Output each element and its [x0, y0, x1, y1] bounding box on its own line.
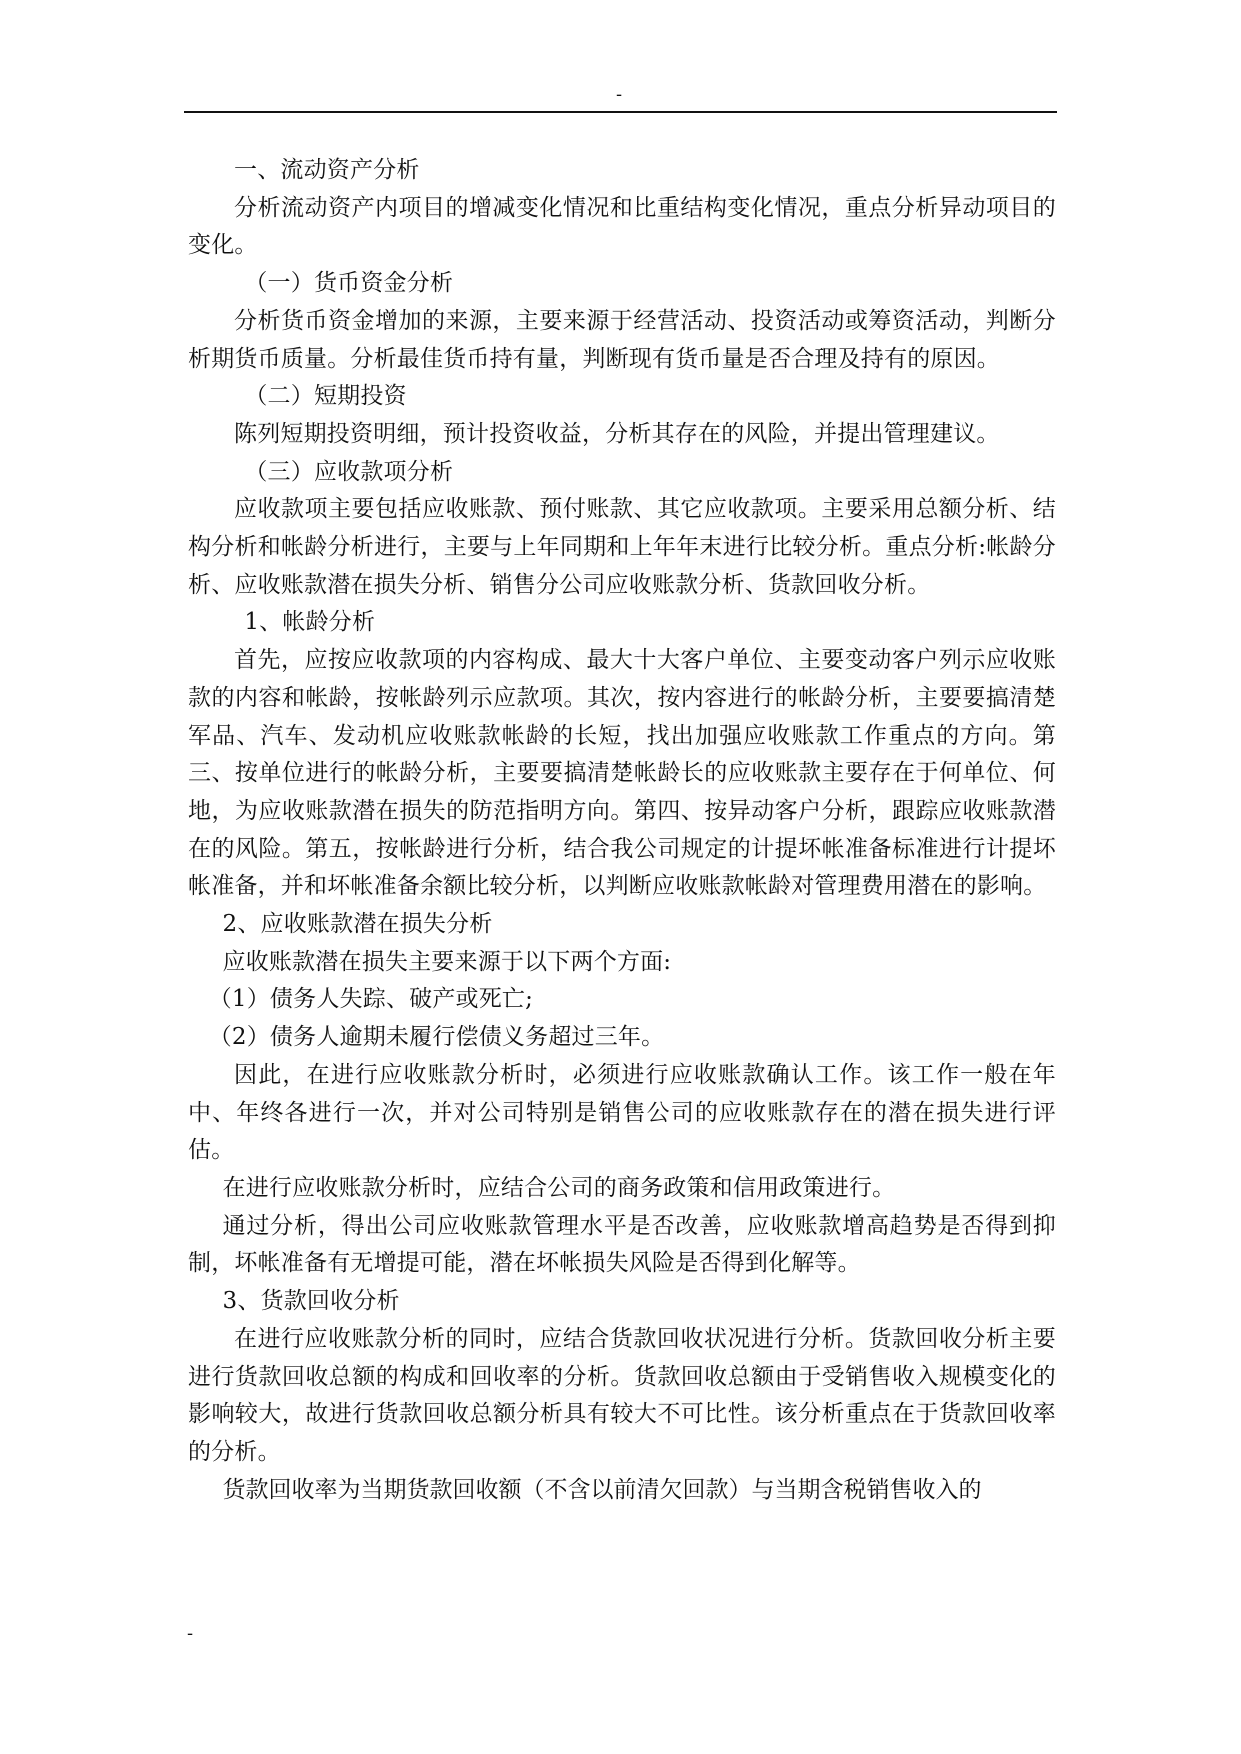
- paragraph-potential-loss-sources: 应收账款潜在损失主要来源于以下两个方面:: [222, 948, 672, 975]
- paragraph-confirmation-work: 因此，在进行应收账款分析时，必须进行应收账款确认工作。该工作一般在年中、年终各进行一次，并对公司特别是销售公司的应收账款存在的潜在损失进行评估。: [188, 1061, 1056, 1164]
- item-heading-aging-analysis: 1、帐龄分析: [244, 609, 376, 636]
- subsection-heading-cash-funds: （一）货币资金分析: [244, 270, 454, 297]
- list-item-loss-source-1: （1）债务人失踪、破产或死亡;: [208, 986, 534, 1013]
- paragraph-short-term-investment: 陈列短期投资明细，预计投资收益，分析其存在的风险，并提出管理建议。: [234, 420, 1000, 447]
- item-heading-collection-analysis: 3、货款回收分析: [222, 1288, 400, 1315]
- section-heading-current-assets: 一、流动资产分析: [234, 157, 420, 183]
- subsection-heading-short-term-investment: （二）短期投资: [244, 383, 407, 410]
- footer-mark: -: [187, 1623, 194, 1644]
- item-heading-potential-loss: 2、应收账款潜在损失分析: [222, 911, 493, 938]
- paragraph-aging-analysis: 首先，应按应收款项的内容构成、最大十大客户单位、主要变动客户列示应收账款的内容和帐龄，按帐龄列示应款项。其次，按内容进行的帐龄分析，主要要搞清楚军品、汽车、发动机应收账款帐龄的长短，找出加强应收账款工作重点的方向。第三、按单位进行的帐龄分析，主要要搞清楚帐龄长的应收账款主要存在于何单位、何地，为应收账款潜在损失的防范指明方向。第四、按异动客户分析，跟踪应收账款潜在的风险。第五，按帐龄进行分析，结合我公司规定的计提坏帐准备标准进行计提坏帐准备，并和坏帐准备余额比较分析，以判断应收账款帐龄对管理费用潜在的影响。: [188, 647, 1056, 900]
- header-rule: [184, 111, 1057, 113]
- paragraph-analysis-results: 通过分析，得出公司应收账款管理水平是否改善，应收账款增高趋势是否得到抑制，坏帐准备有无增提可能，潜在坏帐损失风险是否得到化解等。: [188, 1212, 1056, 1277]
- paragraph-cash-funds: 分析货币资金增加的来源，主要来源于经营活动、投资活动或筹资活动，判断分析期货币质量。分析最佳货币持有量，判断现有货币量是否合理及持有的原因。: [188, 307, 1056, 372]
- paragraph-collection-rate: 货款回收率为当期货款回收额（不含以前清欠回款）与当期含税销售收入的: [222, 1476, 982, 1503]
- paragraph-receivables: 应收款项主要包括应收账款、预付账款、其它应收款项。主要采用总额分析、结构分析和帐龄分析进行，主要与上年同期和上年年末进行比较分析。重点分析:帐龄分析、应收账款潜在损失分析、销售分公司应收账款分析、货款回收分析。: [188, 496, 1056, 598]
- list-item-loss-source-2: （2）债务人逾期未履行偿债义务超过三年。: [208, 1024, 665, 1051]
- subsection-heading-receivables: （三）应收款项分析: [244, 458, 454, 485]
- header-mark: -: [616, 84, 623, 105]
- paragraph-current-assets-intro: 分析流动资产内项目的增减变化情况和比重结构变化情况，重点分析异动项目的变化。: [188, 194, 1056, 259]
- paragraph-collection-analysis: 在进行应收账款分析的同时，应结合货款回收状况进行分析。货款回收分析主要进行货款回收总额的构成和回收率的分析。货款回收总额由于受销售收入规模变化的影响较大，故进行货款回收总额分析具有较大不可比性。该分析重点在于货款回收率的分析。: [188, 1325, 1056, 1465]
- document-body: [188, 152, 1056, 1509]
- paragraph-commercial-policy: 在进行应收账款分析时，应结合公司的商务政策和信用政策进行。: [222, 1174, 896, 1201]
